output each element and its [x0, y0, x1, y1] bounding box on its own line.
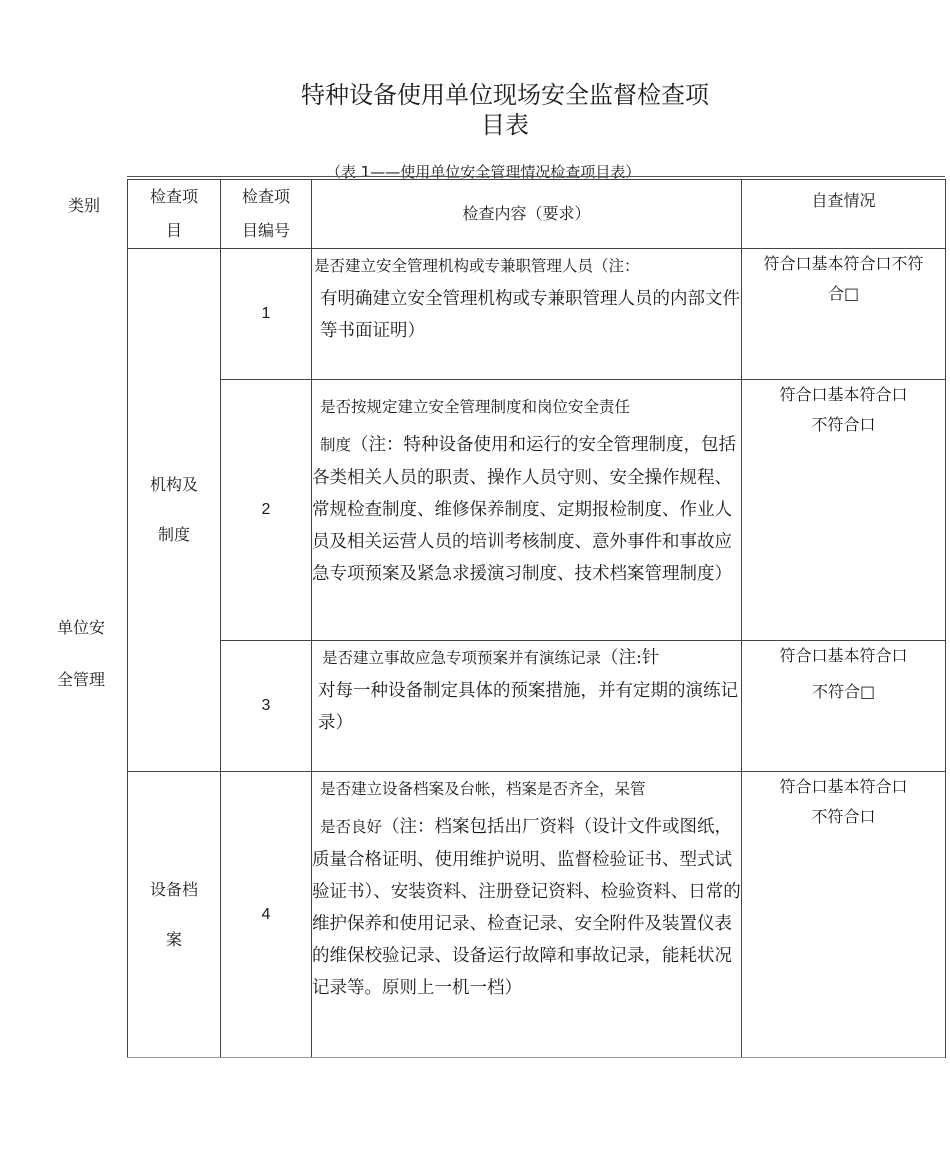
- item-content: [312, 249, 742, 380]
- item-lead: 是否按规定建立安全管理制度和岗位安全责任: [320, 398, 631, 416]
- self-check-status: 符合口基本符合口不符 合□: [742, 249, 946, 380]
- table-outer-border: [127, 176, 945, 177]
- item-lead: 是否建立设备档案及台帐，档案是否齐全，呆管: [320, 780, 646, 798]
- table-row: [128, 249, 946, 380]
- item-body: 制度（注：特种设备使用和运行的安全管理制度，包括各类相关人员的职责、操作人员守则、安全操作规程、常规检查制度、维修保养制度、定期报检制度、作业人员及相关运营人员的培训考核制度、意外事件和事故应急专项预案及紧急求援演习制度、技术档案管理制度）: [312, 435, 737, 584]
- item-body: 对每一种设备制定具体的预案措施，并有定期的演练记录）: [318, 681, 738, 733]
- category-label: [57, 602, 105, 706]
- item-number: 1: [221, 249, 312, 380]
- title-line-1: 特种设备使用单位现场安全监督检查项: [301, 81, 709, 109]
- title-line-2: 目表: [481, 111, 529, 139]
- table-row: [128, 380, 946, 641]
- self-check-status: 符合口基本符合口 不符合口: [742, 772, 946, 1058]
- inspection-table: [127, 179, 946, 1058]
- item-content: [312, 772, 742, 1058]
- category-line-1: 单位安: [57, 618, 106, 637]
- group-label-org: 机构及 制度: [128, 249, 221, 772]
- page-title: [0, 80, 950, 140]
- item-body: 是否良好（注：档案包括出厂资料（设计文件或图纸，质量合格证明、使用维护说明、监督检验证书、型式试验证书）、安装资料、注册登记资料、检验资料、日常的维护保养和使用记录、检查记录、安全附件及装置仪表的维保校验记录、设备运行故障和事故记录，能耗状况记录等。原则上一机一档）: [312, 817, 741, 998]
- table-row: [128, 641, 946, 772]
- item-lead: 是否建立安全管理机构或专兼职管理人员（注：: [314, 257, 640, 275]
- header-content: 检查内容（要求）: [312, 180, 742, 249]
- header-self-check: 自查情况: [742, 180, 946, 249]
- category-header: 类别: [68, 196, 101, 215]
- table-subtitle: （表 1——使用单位安全管理情况检查项目表）: [326, 163, 641, 181]
- item-body: 有明确建立安全管理机构或专兼职管理人员的内部文件等书面证明）: [320, 289, 740, 341]
- item-number: 4: [221, 772, 312, 1058]
- header-number: 检查项 目编号: [221, 180, 312, 249]
- self-check-status: 符合口基本符合口 不符合口: [742, 380, 946, 641]
- self-check-status: 符合口基本符合口 不符合□: [742, 641, 946, 772]
- item-number: 2: [221, 380, 312, 641]
- header-item: 检查项 目: [128, 180, 221, 249]
- item-lead-line: 是否建立事故应急专项预案并有演练记录（注:针: [322, 648, 660, 668]
- table-bottom-border: [127, 1057, 945, 1058]
- group-label-archive: 设备档 案: [128, 772, 221, 1058]
- item-content: [312, 641, 742, 772]
- header-row: [128, 180, 946, 249]
- category-line-2: 全管理: [57, 670, 106, 689]
- table-row: [128, 772, 946, 1058]
- item-content: [312, 380, 742, 641]
- item-number: 3: [221, 641, 312, 772]
